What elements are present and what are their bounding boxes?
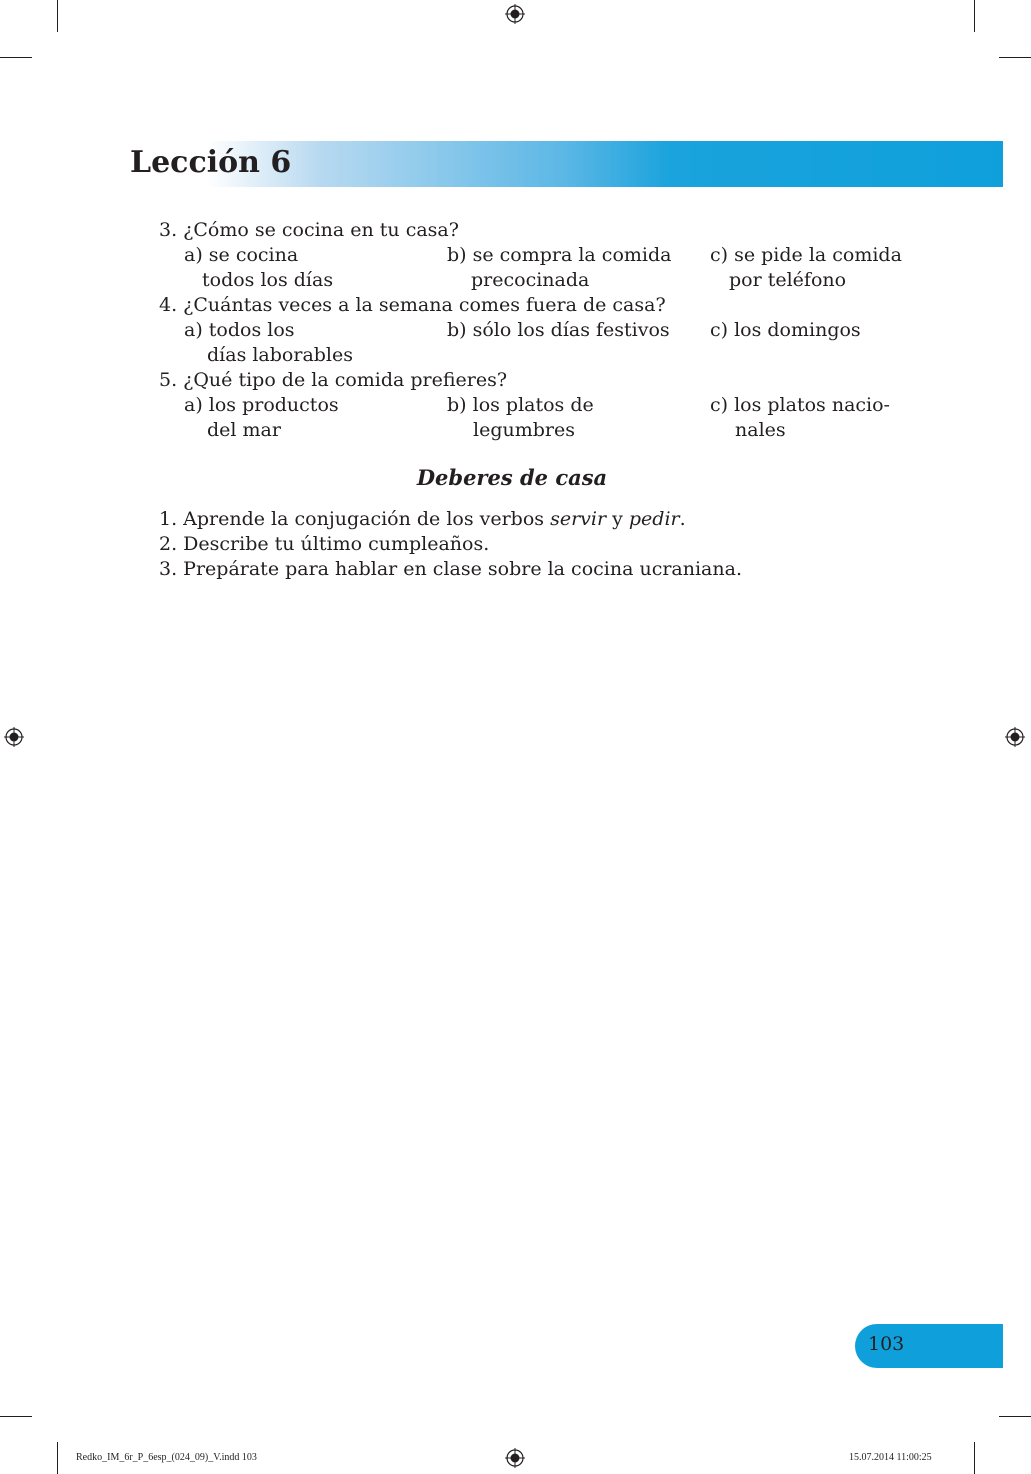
homework-item: 2. Describe tu último cumpleaños. [159,533,490,555]
homework-item [159,507,686,532]
verb-pedir: pedir [628,508,680,530]
option-a-line1: a) los productos [184,394,339,416]
option-c-line2: nales [735,419,786,441]
footer-file-info: Redko_IM_6r_P_6esp_(024_09)_V.indd 103 [76,1452,257,1463]
crop-mark [999,1416,1031,1417]
homework-item-text: 1. Aprende la conjugación de los verbos [159,508,551,530]
option-c-line1: c) los domingos [710,319,861,341]
crop-mark [57,0,58,32]
crop-mark [0,1416,32,1417]
crop-mark [0,57,32,58]
page-number: 103 [868,1333,905,1355]
option-a-line2: días laborables [207,344,354,366]
question-text: 4. ¿Cuántas veces a la semana comes fuera de casa? [159,294,666,316]
option-c-line2: por teléfono [729,269,847,291]
homework-item: 3. Prepárate para hablar en clase sobre la cocina ucraniana. [159,558,742,580]
option-b-line1: b) los platos de [447,394,594,416]
registration-mark-icon [505,1448,525,1468]
question-text: 5. ¿Qué tipo de la comida prefieres? [159,369,508,391]
homework-item-text: . [679,508,686,530]
option-c-line1: c) se pide la comida [710,244,902,266]
option-a-line2: todos los días [202,269,334,291]
lesson-title: Lección 6 [130,145,292,180]
option-b-line2: legumbres [473,419,575,441]
homework-item-text: y [606,508,629,530]
question-text: 3. ¿Cómo se cocina en tu casa? [159,219,459,241]
option-b-line1: b) sólo los días festivos [447,319,670,341]
option-a-line1: a) todos los [184,319,295,341]
registration-mark-icon [505,4,525,24]
registration-mark-icon [1005,727,1025,747]
footer-timestamp: 15.07.2014 11:00:25 [849,1452,932,1463]
verb-servir: servir [550,508,607,530]
option-a-line1: a) se cocina [184,244,299,266]
option-b-line1: b) se compra la comida [447,244,672,266]
registration-mark-icon [4,727,24,747]
option-b-line2: precocinada [471,269,590,291]
crop-mark [999,57,1031,58]
option-a-line2: del mar [207,419,281,441]
crop-mark [974,1442,975,1474]
crop-mark [57,1442,58,1474]
crop-mark [974,0,975,32]
option-c-line1: c) los platos nacio- [710,394,890,416]
homework-title: Deberes de casa [416,465,608,490]
